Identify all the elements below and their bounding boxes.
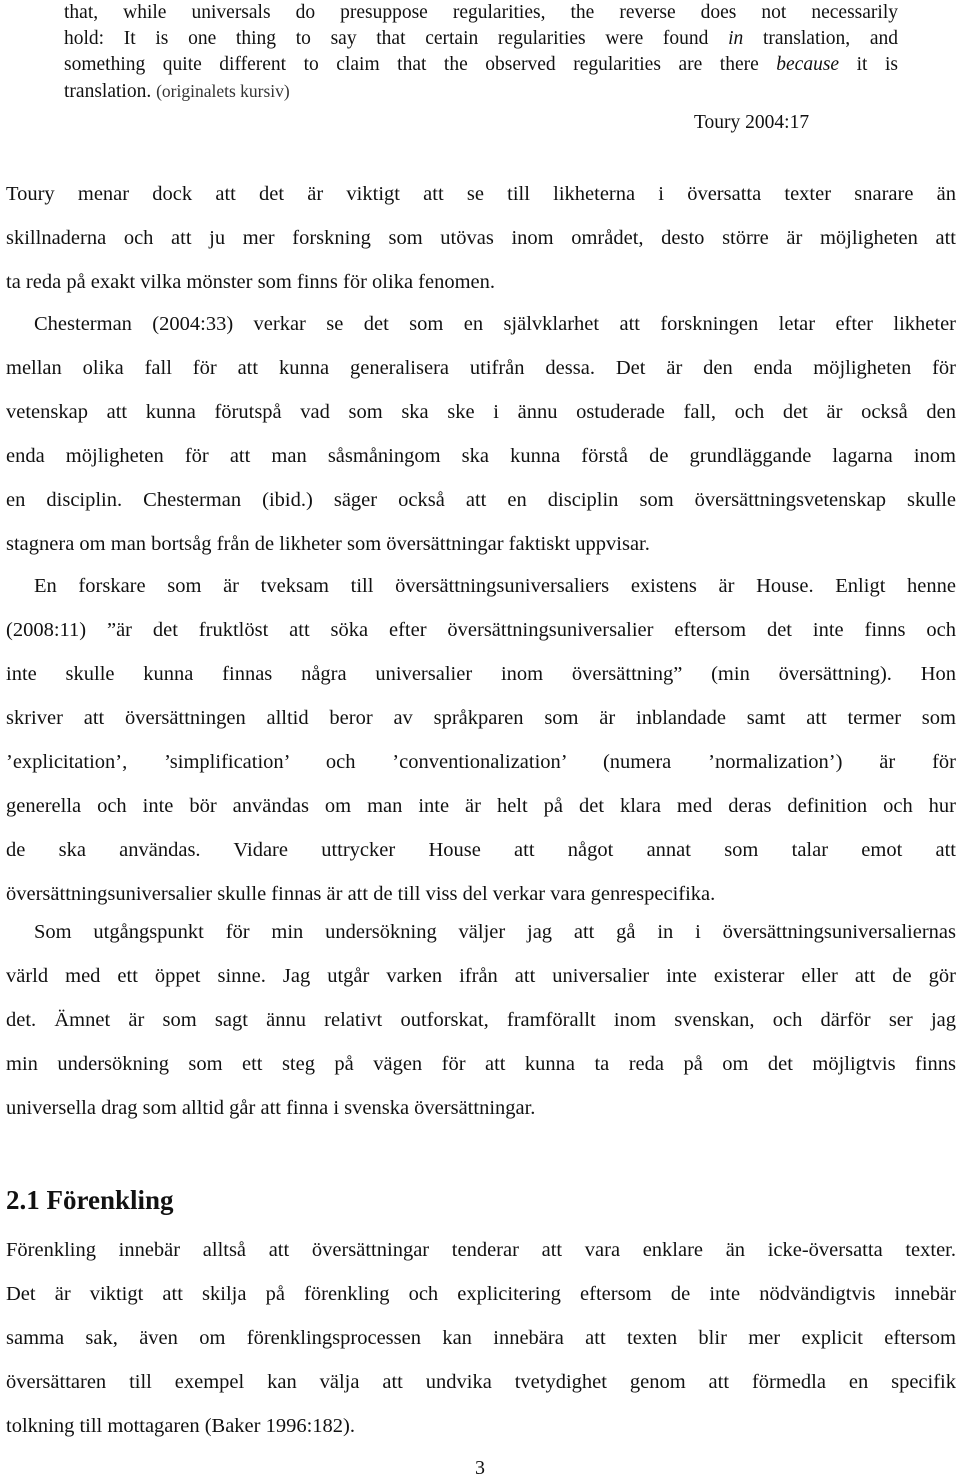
block-quote <box>64 0 898 105</box>
text-line: skriver att översättningen alltid beror av språkparen som är inblandade samt att termer som <box>6 707 956 729</box>
text-line: generella och inte bör användas om man inte är helt på det klara med deras definition och hur <box>6 795 956 817</box>
text-line: Förenkling innebär alltså att översättningar tenderar att vara enklare än icke-översatta texter. <box>6 1239 956 1261</box>
quote-citation: Toury 2004:17 <box>694 112 810 133</box>
text-line: det. Ämnet är som sagt ännu relativt outforskat, framförallt inom svenskan, och därför ser jag <box>6 1009 956 1031</box>
text-line: ’explicitation’, ’simplification’ och ’conventionalization’ (numera ’normalization’) är för <box>6 751 956 773</box>
text-line: universella drag som alltid går att finna i svenska översättningar. <box>6 1097 536 1119</box>
text-line: Som utgångspunkt för min undersökning väljer jag att gå in i översättningsuniversaliernas <box>34 921 956 943</box>
text-line: En forskare som är tveksam till översättningsuniversaliers existens är House. Enligt henne <box>34 575 956 597</box>
text-line: ta reda på exakt vilka mönster som finns för olika fenomen. <box>6 271 496 293</box>
quote-line <box>64 52 898 78</box>
paragraph <box>6 564 956 916</box>
quote-note: (originalets kursiv) <box>156 81 290 101</box>
paragraph <box>6 910 956 1130</box>
text-line: enda möjligheten för att man såsmåningom ska kunna förstå de grundläggande lagarna inom <box>6 445 956 467</box>
quote-line <box>64 78 898 105</box>
text-line: (2008:11) ”är det fruktlöst att söka efter översättningsuniversalier eftersom det inte finns och <box>6 619 956 641</box>
text-line: mellan olika fall för att kunna generalisera utifrån dessa. Det är den enda möjligheten för <box>6 357 956 379</box>
quote-text: it is <box>856 54 898 75</box>
quote-italic-word: in <box>728 28 744 49</box>
text-line: en disciplin. Chesterman (ibid.) säger också att en disciplin som översättningsvetenskap skulle <box>6 489 956 511</box>
quote-text: something quite different to claim that the observed regularities are there <box>64 54 759 75</box>
quote-line: that, while universals do presuppose regularities, the reverse does not necessarily <box>64 2 898 23</box>
text-line: Chesterman (2004:33) verkar se det som en självklarhet att forskningen letar efter likheter <box>34 313 956 335</box>
text-line: stagnera om man bortsåg från de likheter som översättningar faktiskt uppvisar. <box>6 533 650 555</box>
text-line: översättningsuniversalier skulle finnas är att de till viss del verkar vara genrespecifika. <box>6 883 716 905</box>
text-line: värld med ett öppet sinne. Jag utgår varken ifrån att universalier inte existerar eller att de gör <box>6 965 956 987</box>
paragraph <box>6 302 956 566</box>
text-line: de ska användas. Vidare uttrycker House att något annat som talar emot att <box>6 839 956 861</box>
text-line: vetenskap att kunna förutspå vad som ska ske i ännu ostuderade fall, och det är också den <box>6 401 956 423</box>
text-line: skillnaderna och att ju mer forskning som utövas inom området, desto större är möjligheten att <box>6 227 956 249</box>
quote-italic-word: because <box>776 54 840 75</box>
text-line: inte skulle kunna finnas några universalier inom översättning” (min översättning). Hon <box>6 663 956 685</box>
quote-text: hold: It is one thing to say that certain regularities were found <box>64 28 709 49</box>
quote-line <box>64 26 898 52</box>
quote-text: translation. <box>64 81 152 102</box>
text-line: tolkning till mottagaren (Baker 1996:182). <box>6 1415 356 1437</box>
text-line: min undersökning som ett steg på vägen för att kunna ta reda på om det möjligtvis finns <box>6 1053 956 1075</box>
text-line: Det är viktigt att skilja på förenkling och explicitering eftersom de inte nödvändigtvis innebär <box>6 1283 956 1305</box>
section-heading: 2.1 Förenkling <box>6 1185 174 1215</box>
page-number: 3 <box>475 1457 485 1479</box>
paragraph <box>6 1228 956 1448</box>
paragraph <box>6 172 956 304</box>
text-line: Toury menar dock att det är viktigt att se till likheterna i översatta texter snarare än <box>6 183 956 205</box>
quote-text: translation, and <box>762 28 899 49</box>
text-line: samma sak, även om förenklingsprocessen kan innebära att texten blir mer explicit eftersom <box>6 1327 956 1349</box>
text-line: översättaren till exempel kan välja att undvika tvetydighet genom att förmedla en specifik <box>6 1371 956 1393</box>
